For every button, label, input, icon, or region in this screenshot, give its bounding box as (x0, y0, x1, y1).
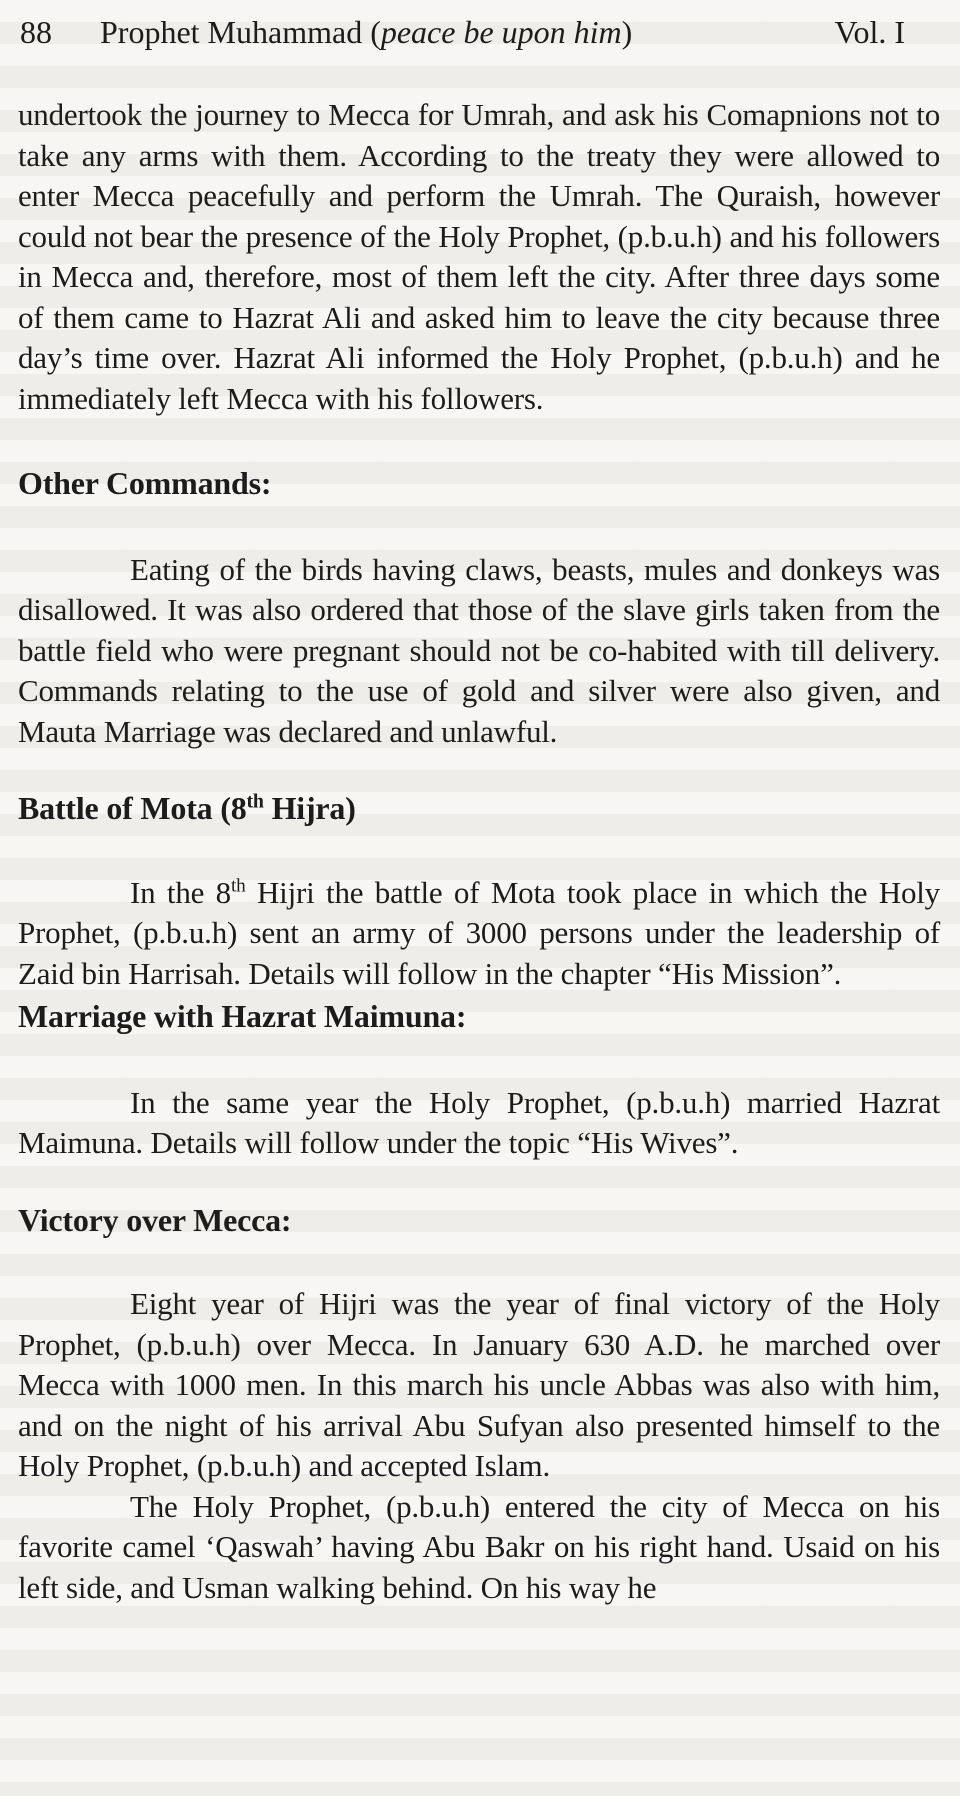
paragraph-battle-post: Hijri the battle of Mota took place in which the Holy Prophet, (p.b.u.h) sent an army of 3000 persons under the leadership of Zaid bin Harrisah. Details will follow in the chapter “His Mission”. (18, 874, 940, 991)
paragraph-victory-over-mecca: Eight year of Hijri was the year of final victory of the Holy Prophet, (p.b.u.h) over Mecca. In January 630 A.D. he marched over Mecca with 1000 men. In this march his uncle Abbas was also with him, and on the night of his arrival Abu Sufyan also presented himself to the Holy Prophet, (p.b.u.h) and accepted Islam. (18, 1286, 940, 1483)
page-body (0, 95, 960, 1608)
paragraph-other-commands: Eating of the birds having claws, beasts, mules and donkeys was disallowed. It was also ordered that those of the slave girls taken from the battle field who were pregnant should not be co-habited with till delivery. Commands relating to the use of gold and silver were also given, and Mauta Marriage was declared and unlawful. (18, 551, 940, 749)
paragraph-battle-ordinal-superscript: th (230, 875, 246, 897)
section-heading-other-commands: Other Commands: (18, 465, 272, 501)
paragraph-battle-of-mota (18, 873, 940, 995)
book-title (100, 13, 632, 51)
paragraph-marriage-maimuna: In the same year the Holy Prophet, (p.b.u.h) married Hazrat Maimuna. Details will follow under the topic “His Wives”. (18, 1084, 940, 1160)
paragraph-umrah-journey: undertook the journey to Mecca for Umrah, and ask his Comapnions not to take any arms with them. According to the treaty they were allowed to enter Mecca peacefully and perform the Umrah. The Quraish, however could not bear the presence of the Holy Prophet, (p.b.u.h) and his followers in Mecca and, therefore, most of them left the city. After three days some of them came to Hazrat Ali and asked him to leave the city because three day’s time over. Hazrat Ali informed the Holy Prophet, (p.b.u.h) and he immediately left Mecca with his followers. (18, 97, 940, 416)
paragraph-entering-mecca: The Holy Prophet, (p.b.u.h) entered the city of Mecca on his favorite camel ‘Qaswah’ having Abu Bakr on his right hand. Usaid on his left side, and Usman walking behind. On his way he (18, 1488, 940, 1605)
section-heading-battle-of-mota (18, 788, 940, 829)
heading-battle-ordinal-superscript: th (246, 790, 264, 813)
heading-battle-post: Hijra) (263, 790, 356, 826)
heading-battle-pre: Battle of Mota (8 (18, 790, 247, 826)
book-title-italic: peace be upon him (380, 14, 622, 50)
book-title-close-paren: ) (621, 14, 633, 50)
book-title-roman: Prophet Muhammad ( (100, 14, 381, 50)
page-header (0, 13, 960, 51)
page-number: 88 (20, 14, 52, 50)
volume-label: Vol. I (834, 14, 905, 50)
section-heading-victory-over-mecca: Victory over Mecca: (18, 1201, 292, 1238)
section-heading-marriage-maimuna: Marriage with Hazrat Maimuna: (18, 998, 467, 1034)
paragraph-battle-pre: In the 8 (130, 874, 231, 910)
